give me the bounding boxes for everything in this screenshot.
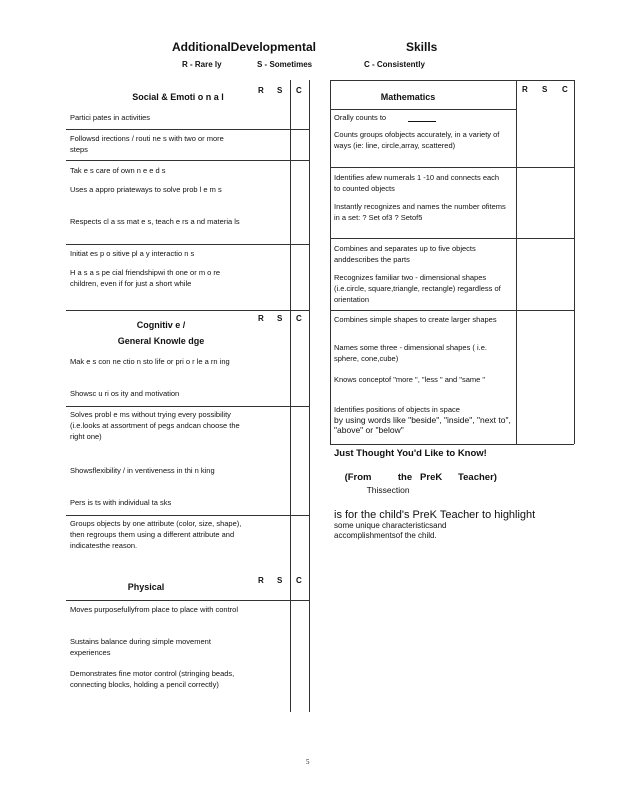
skill-item: Demonstrates fine motor control (stringing beads, connecting blocks, holding a pencil correctly) (70, 669, 235, 689)
note-heading: Just Thought You'd Like to Know! (334, 448, 487, 459)
skill-item: Showsflexibility / in ventiveness in thi n king (70, 466, 215, 475)
page-number: 5 (306, 758, 310, 766)
note-subheading: (From the PreK Teacher) (344, 472, 497, 483)
page-title: AdditionalDevelopmental (172, 40, 317, 54)
col-c-header: C (296, 86, 302, 95)
skill-item: Followsd irections / routi ne s with two or more steps (70, 134, 224, 154)
skill-item-continued: by using words like "beside", "inside", "next to", "above" or "below" (334, 415, 511, 435)
col-r-header: R (258, 86, 264, 95)
skill-item: H a s a s pe cial friendshipwi th one or m o re children, even if for just a short while (70, 268, 221, 288)
skill-item: Recognizes familiar two - dimensional shapes (i.e.circle, square,triangle, rectangle) regardless of orientation (334, 273, 501, 304)
skill-item: Respects cl a ss mat e s, teach e rs a nd materia ls (70, 217, 240, 226)
skill-item: Sustains balance during simple movement experiences (70, 637, 211, 657)
col-s-header: S (277, 576, 283, 585)
col-r-header: R (258, 576, 264, 585)
skill-item: Pers is ts with individual ta sks (70, 498, 172, 507)
col-c-header: C (562, 85, 568, 94)
col-r-header: R (522, 85, 528, 94)
legend-sometimes: S - Sometimes (257, 60, 313, 69)
skill-item: Combines simple shapes to create larger shapes (334, 315, 497, 324)
note-body-line: accomplishmentsof the child. (334, 531, 437, 540)
skill-item: Names some three - dimensional shapes ( i.e. sphere, cone,cube) (334, 343, 487, 363)
skill-item: Initiat es p o sitive pl a y interactio n s (70, 249, 195, 258)
note-body-line: some unique characteristicsand (334, 521, 447, 530)
skill-item: Instantly recognizes and names the number ofitems in a set: ? Set of3 ? Setof5 (334, 202, 506, 222)
skill-item: Uses a appro priateways to solve prob l e m s (70, 185, 222, 194)
skill-item: Tak e s care of own n e e d s (70, 166, 166, 175)
section-title-physical: Physical (127, 582, 165, 592)
section-title-social-emotional: Social & Emoti o n a l (132, 92, 224, 102)
skill-item: Orally counts to (334, 113, 387, 122)
count-blank-line (408, 121, 436, 122)
skill-item: Counts groups ofobjects accurately, in a variety of ways (ie: line, circle,array, scattered) (334, 130, 500, 150)
col-c-header: C (296, 576, 302, 585)
skill-item: Combines and separates up to five objects anddescribes the parts (334, 244, 476, 264)
note-inline: Thissection (366, 485, 410, 495)
col-r-header: R (258, 314, 264, 323)
skill-item: Identifies positions of objects in space (334, 405, 460, 414)
skill-item: Identifies afew numerals 1 -10 and connects each to counted objects (334, 173, 500, 193)
section-title-cognitive: Cognitiv e / (136, 320, 186, 330)
skill-item: Solves probl e ms without trying every possibility (i.e.looks at assortment of pegs andcan choose the right one) (70, 410, 240, 441)
skill-item: Partici pates in activities (70, 113, 151, 122)
col-c-header: C (296, 314, 302, 323)
col-s-header: S (277, 86, 283, 95)
note-body: is for the child's PreK Teacher to highlight (334, 509, 536, 521)
skill-item: Knows conceptof "more ", "less " and "same " (334, 375, 486, 384)
skill-item: Mak e s con ne ctio n sto life or pri o r le a rn ing (70, 357, 230, 366)
col-s-header: S (542, 85, 548, 94)
skill-item: Groups objects by one attribute (color, size, shape), then regroups them using a different attribute and indicatesthe reason. (70, 519, 242, 550)
skill-item: Showsc u ri os ity and motivation (70, 389, 180, 398)
col-s-header: S (277, 314, 283, 323)
skill-item: Moves purposefullyfrom place to place with control (70, 605, 238, 614)
legend-rarely: R - Rare ly (182, 60, 222, 69)
page-title-skills: Skills (406, 40, 438, 54)
section-title-mathematics: Mathematics (380, 92, 436, 102)
legend-consistently: C - Consistently (364, 60, 425, 69)
teacher-note (334, 448, 574, 541)
section-title-general-knowledge: General Knowle dge (117, 336, 205, 346)
